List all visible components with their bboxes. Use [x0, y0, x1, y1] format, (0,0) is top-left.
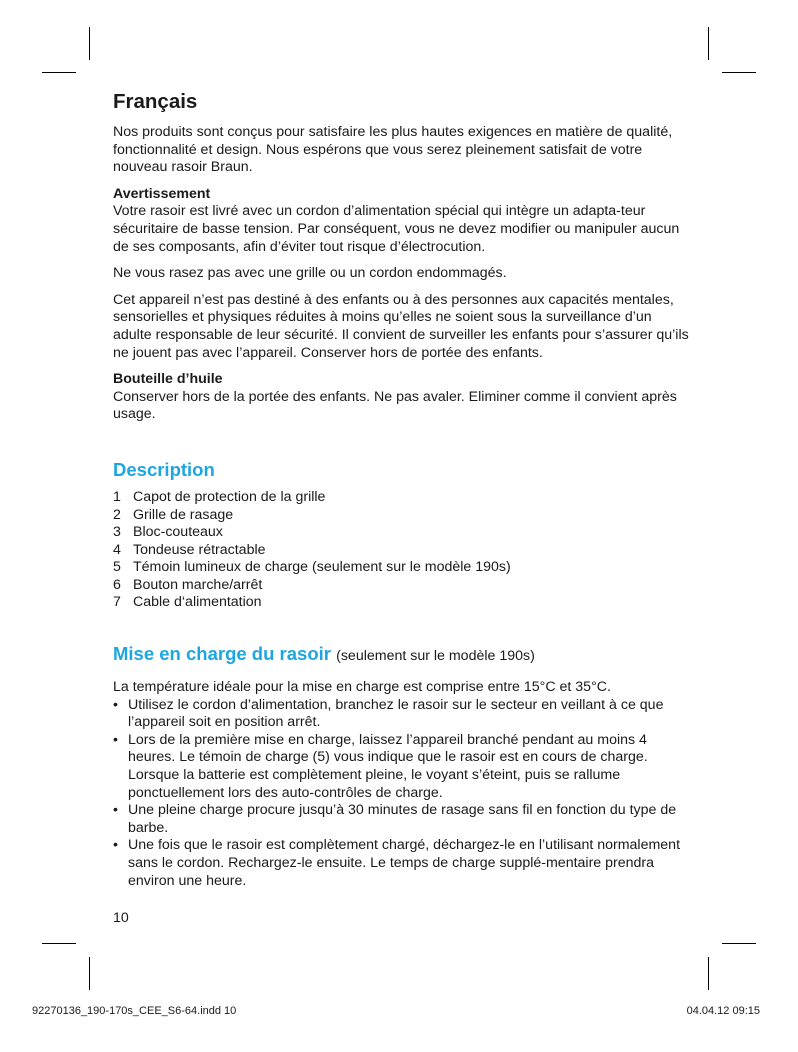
charging-bullets [113, 697, 693, 891]
crop-mark-top-right-vertical [708, 27, 709, 60]
crop-mark-top-left-vertical [89, 27, 90, 60]
list-item: 6 Bouton marche/arrêt [113, 576, 263, 593]
charging-title: Mise en charge du rasoir [113, 643, 331, 665]
description-heading: Description [113, 458, 215, 480]
crop-mark-top-right-horizontal [722, 72, 756, 73]
warning-block [113, 186, 693, 256]
crop-mark-top-left-horizontal [42, 72, 76, 73]
crop-mark-bottom-left-horizontal [42, 943, 76, 944]
warning-text: Votre rasoir est livré avec un cordon d’alimentation spécial qui intègre un adapta-teur sécuritaire de basse tension. Par conséquent, vous ne devez modifier ou manipuler aucun de ses composants, afin d’éviter tout risque d’électrocution. [113, 203, 680, 255]
page-content [113, 90, 693, 890]
footer-timestamp: 04.04.12 09:15 [686, 1005, 760, 1017]
list-item: 2 Grille de rasage [113, 506, 234, 523]
page-number: 10 [113, 910, 129, 926]
list-item: 4 Tondeuse rétractable [113, 541, 266, 558]
list-item: 1 Capot de protection de la grille [113, 488, 326, 505]
description-list [113, 489, 693, 612]
list-item: 7 Cable d‘alimentation [113, 594, 262, 611]
charging-intro: La température idéale pour la mise en charge est comprise entre 15°C et 35°C. [113, 679, 611, 696]
page-title: Français [113, 90, 198, 113]
crop-mark-bottom-right-horizontal [722, 943, 756, 944]
list-item: • Utilisez le cordon d’alimentation, branchez le rasoir sur le secteur en veillant à ce que l’appareil soit en position arrêt. [113, 696, 664, 731]
crop-mark-bottom-right-vertical [708, 957, 709, 990]
crop-mark-bottom-left-vertical [89, 957, 90, 990]
charging-note: (seulement sur le modèle 190s) [336, 648, 535, 665]
list-item: 3 Bloc-couteaux [113, 524, 223, 541]
intro-paragraph: Nos produits sont conçus pour satisfaire les plus hautes exigences en matière de qualité, fonctionnalité et design. Nous espérons que vous serez pleinement satisfait de votre nouveau rasoir Braun. [113, 124, 673, 176]
bullet-glyph: • [113, 731, 118, 748]
warning-paragraph-3: Cet appareil n’est pas destiné à des enfants ou à des personnes aux capacités mentales, sensorielles et physiques réduites à moins qu’elles ne soient sous la surveillance d’un adulte responsable de leur sécurité. Il convient de surveiller les enfants pour s’assurer qu’ils ne jouent pas avec l’appareil. Conserver hors de portée des enfants. [113, 291, 689, 361]
charging-heading [113, 643, 693, 667]
footer-filename: 92270136_190-170s_CEE_S6-64.indd 10 [32, 1005, 237, 1017]
bullet-glyph: • [113, 802, 118, 819]
bullet-glyph: • [113, 837, 118, 854]
oil-block [113, 371, 693, 424]
list-item: • Lors de la première mise en charge, laissez l’appareil branché pendant au moins 4 heures. Le témoin de charge (5) vous indique que le rasoir est en cours de charge. Lorsque la batterie est complètement pleine, le voyant s’éteint, puis se rallume ponctuellement lors des auto-contrôles de charge. [113, 731, 648, 801]
bullet-glyph: • [113, 696, 118, 713]
oil-title: Bouteille d’huile [113, 371, 223, 388]
list-item: 5 Témoin lumineux de charge (seulement sur le modèle 190s) [113, 559, 511, 576]
list-item: • Une fois que le rasoir est complètement chargé, déchargez-le en l’utilisant normalement sans le cordon. Rechargez-le ensuite. Le temps de charge supplé-mentaire prendra environ une heure. [113, 837, 681, 889]
warning-paragraph-2: Ne vous rasez pas avec une grille ou un cordon endommagés. [113, 265, 507, 282]
list-item: • Une pleine charge procure jusqu’à 30 minutes de rasage sans fil en fonction du type de barbe. [113, 802, 677, 836]
warning-title: Avertissement [113, 185, 211, 202]
oil-text: Conserver hors de la portée des enfants. Ne pas avaler. Eliminer comme il convient après usage. [113, 388, 677, 423]
